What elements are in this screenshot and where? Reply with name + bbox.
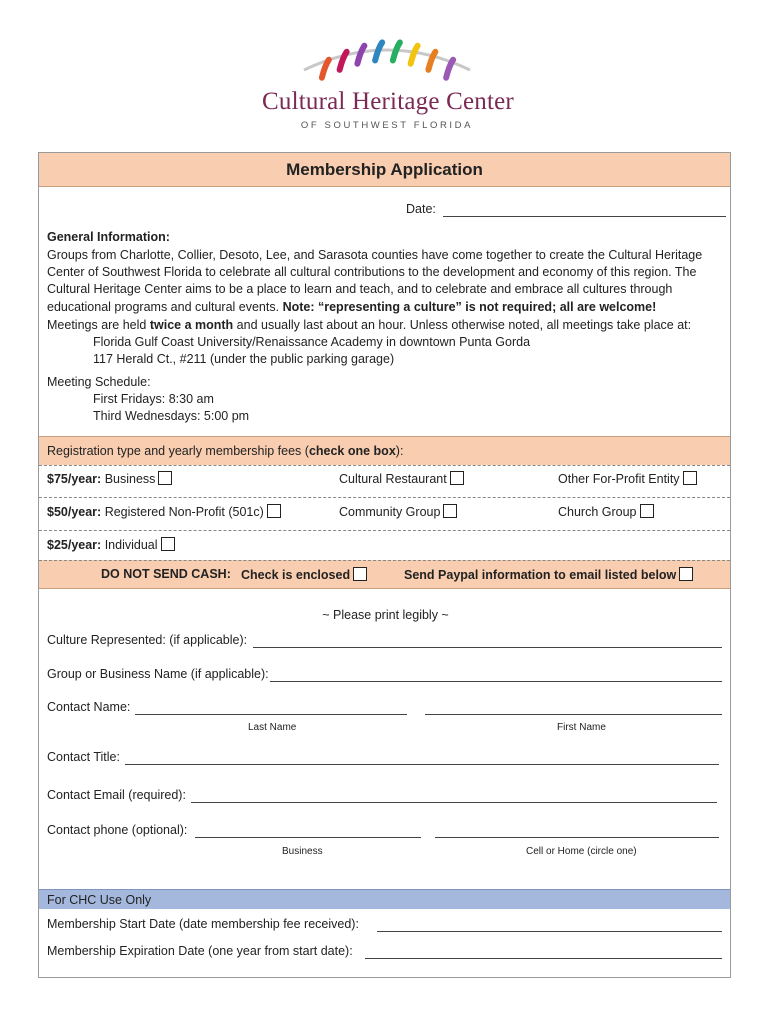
- cultural-restaurant-label: Cultural Restaurant: [339, 472, 447, 486]
- address-line-2: 117 Herald Ct., #211 (under the public parking garage): [93, 352, 395, 366]
- cultural-restaurant-checkbox[interactable]: [450, 471, 464, 485]
- check-enclosed-checkbox[interactable]: [353, 567, 367, 581]
- individual-checkbox[interactable]: [161, 537, 175, 551]
- row-75: [47, 471, 172, 486]
- expiration-date-label: Membership Expiration Date (one year from start date):: [47, 944, 353, 958]
- check-enclosed-option: [241, 567, 367, 582]
- culture-field[interactable]: [253, 647, 722, 648]
- email-label: Contact Email (required):: [47, 788, 186, 802]
- logo-subtitle: OF SOUTHWEST FLORIDA: [300, 120, 474, 131]
- paypal-option: [404, 567, 693, 582]
- email-field[interactable]: [191, 802, 717, 803]
- last-name-field[interactable]: [135, 714, 407, 715]
- community-group-label: Community Group: [339, 505, 441, 519]
- group-field[interactable]: [270, 681, 722, 682]
- logo-title: Cultural Heritage Center: [262, 88, 514, 115]
- expiration-date-field[interactable]: [365, 958, 722, 959]
- option-community-group: [339, 504, 457, 519]
- phone-label: Contact phone (optional):: [47, 823, 188, 837]
- logo-arch-icon: [302, 36, 472, 88]
- schedule-label: Meeting Schedule:: [47, 375, 151, 389]
- row-50: [47, 504, 281, 519]
- individual-label: Individual: [104, 538, 158, 552]
- business-checkbox[interactable]: [158, 471, 172, 485]
- meetings-pre: Meetings are held: [47, 318, 150, 332]
- reg-heading-bold: check one box: [308, 444, 396, 458]
- general-heading: General Information:: [47, 230, 170, 244]
- meetings-post: and usually last about an hour. Unless otherwise noted, all meetings take place at:: [233, 318, 692, 332]
- divider: [39, 497, 730, 498]
- start-date-field[interactable]: [377, 931, 722, 932]
- schedule-first-fridays: First Fridays: 8:30 am: [93, 392, 214, 406]
- cell-home-phone-field[interactable]: [435, 837, 719, 838]
- non-profit-label: Registered Non-Profit (501c): [104, 505, 264, 519]
- paypal-label: Send Paypal information to email listed below: [404, 568, 677, 582]
- chc-use-heading: For CHC Use Only: [39, 889, 730, 909]
- form-title: Membership Application: [39, 153, 730, 187]
- option-business-label: Business: [104, 472, 156, 486]
- last-name-caption: Last Name: [248, 722, 297, 733]
- general-paragraph: [47, 247, 725, 316]
- price-75: $75/year:: [47, 472, 102, 486]
- contact-title-field[interactable]: [125, 764, 719, 765]
- meetings-text: [47, 318, 691, 332]
- first-name-field[interactable]: [425, 714, 722, 715]
- other-for-profit-label: Other For-Profit Entity: [558, 472, 680, 486]
- general-text: Groups from Charlotte, Collier, Desoto, Lee, and Sarasota counties have come together to create the Cultural Heritage Center of Southwest Florida to celebrate all cultural contributions to the development and economy of this region. The Cultural Heritage Center aims to be a place to learn and teach, and to celebrate and embrace all cultures through educational programs and cultural events.: [47, 248, 703, 314]
- contact-title-label: Contact Title:: [47, 750, 120, 764]
- date-field[interactable]: [443, 216, 726, 217]
- registration-heading: [39, 436, 730, 465]
- option-cultural-restaurant: [339, 471, 464, 486]
- price-25: $25/year:: [47, 538, 102, 552]
- logo-brush-stroke: [446, 60, 453, 78]
- culture-label: Culture Represented: (if applicable):: [47, 633, 248, 647]
- reg-heading-pre: Registration type and yearly membership fees (: [47, 444, 309, 458]
- option-other-for-profit: [558, 471, 697, 486]
- check-enclosed-label: Check is enclosed: [241, 568, 351, 582]
- row-25: [47, 537, 175, 552]
- reg-heading-post: ):: [395, 444, 404, 458]
- logo-brush-stroke: [357, 46, 364, 64]
- logo-brush-stroke: [411, 46, 418, 64]
- print-note: ~ Please print legibly ~: [322, 608, 449, 622]
- divider: [39, 530, 730, 531]
- paypal-checkbox[interactable]: [679, 567, 693, 581]
- contact-name-label: Contact Name:: [47, 700, 131, 714]
- non-profit-checkbox[interactable]: [267, 504, 281, 518]
- date-label: Date:: [406, 202, 436, 216]
- church-group-checkbox[interactable]: [640, 504, 654, 518]
- church-group-label: Church Group: [558, 505, 637, 519]
- first-name-caption: First Name: [557, 722, 606, 733]
- logo-brush-stroke: [340, 52, 347, 70]
- membership-form: [38, 152, 731, 978]
- cell-home-caption: Cell or Home (circle one): [526, 846, 637, 857]
- do-not-send-cash: DO NOT SEND CASH:: [101, 567, 231, 581]
- address-line-1: Florida Gulf Coast University/Renaissance Academy in downtown Punta Gorda: [93, 335, 531, 349]
- other-for-profit-checkbox[interactable]: [683, 471, 697, 485]
- start-date-label: Membership Start Date (date membership fee received):: [47, 917, 359, 931]
- schedule-third-wednesdays: Third Wednesdays: 5:00 pm: [93, 409, 250, 423]
- general-note: Note: “representing a culture” is not required; all are welcome!: [282, 299, 657, 314]
- business-caption: Business: [282, 846, 323, 857]
- price-50: $50/year:: [47, 505, 102, 519]
- option-church-group: [558, 504, 654, 519]
- group-label: Group or Business Name (if applicable):: [47, 667, 269, 681]
- logo: [262, 36, 512, 136]
- community-group-checkbox[interactable]: [443, 504, 457, 518]
- business-phone-field[interactable]: [195, 837, 421, 838]
- divider: [39, 465, 730, 466]
- meetings-bold: twice a month: [149, 318, 234, 332]
